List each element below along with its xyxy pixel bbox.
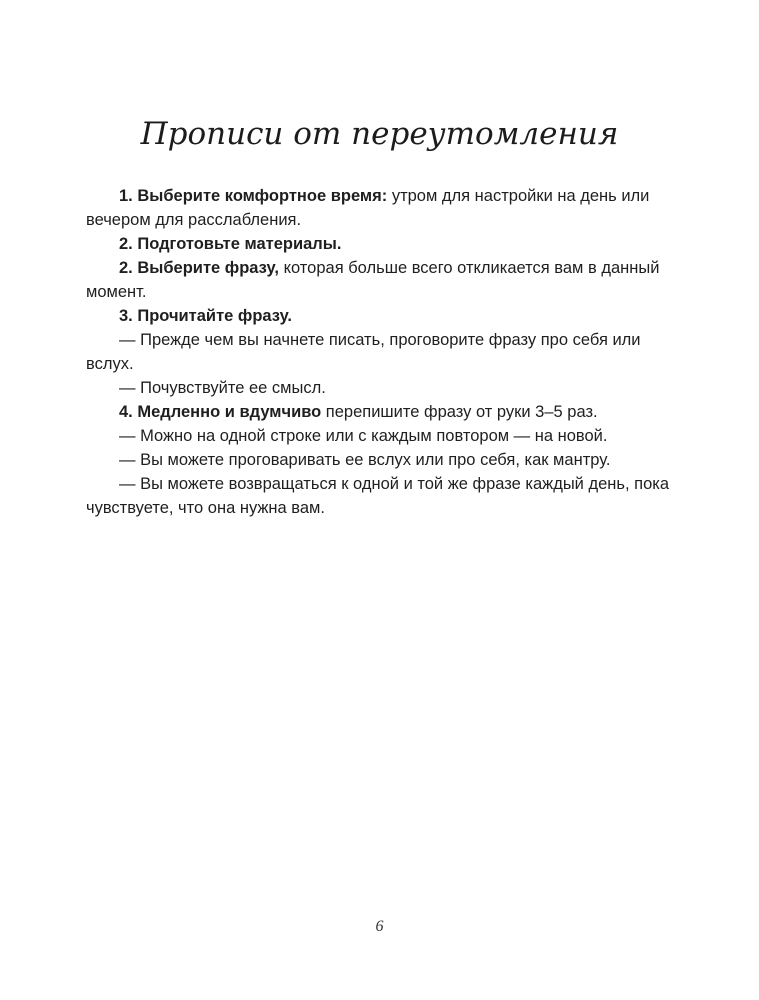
- instruction-text: — Вы можете проговаривать ее вслух или про себя, как мантру.: [119, 451, 611, 469]
- instruction-paragraph: [86, 184, 676, 232]
- instruction-text: которая больше всего откликается вам в данный момент.: [86, 259, 660, 301]
- instruction-paragraph: [86, 328, 676, 376]
- instruction-text: перепишите фразу от руки 3–5 раз.: [321, 403, 598, 421]
- page-number: 6: [375, 918, 384, 935]
- instruction-step-heading: 4. Медленно и вдумчиво: [119, 403, 322, 421]
- instruction-text: — Почувствуйте ее смысл.: [119, 379, 326, 397]
- instruction-paragraph: [86, 376, 676, 400]
- instruction-step-heading: 2. Выберите фразу,: [119, 259, 279, 277]
- instruction-paragraph: [86, 232, 676, 256]
- instruction-step-heading: 3. Прочитайте фразу.: [119, 307, 292, 325]
- instruction-text: утром для настройки на день или вечером для расслабления.: [86, 187, 650, 229]
- instruction-text: — Можно на одной строке или с каждым повтором — на новой.: [119, 427, 608, 445]
- instruction-paragraph: [86, 472, 676, 520]
- instruction-text: — Вы можете возвращаться к одной и той же фразе каждый день, пока чувствуете, что она нужна вам.: [86, 475, 670, 517]
- page-title: Прописи от переутомления: [140, 116, 619, 152]
- instruction-text: — Прежде чем вы начнете писать, проговорите фразу про себя или вслух.: [86, 331, 641, 373]
- instruction-paragraph: [86, 256, 676, 304]
- instruction-paragraph: [86, 424, 676, 448]
- instruction-paragraph: [86, 448, 676, 472]
- instruction-step-heading: 1. Выберите комфортное время:: [119, 187, 388, 205]
- instruction-step-heading: 2. Подготовьте материалы.: [119, 235, 342, 253]
- instruction-paragraph: [86, 400, 676, 424]
- instruction-paragraph: [86, 304, 676, 328]
- instructions-list: [86, 184, 676, 520]
